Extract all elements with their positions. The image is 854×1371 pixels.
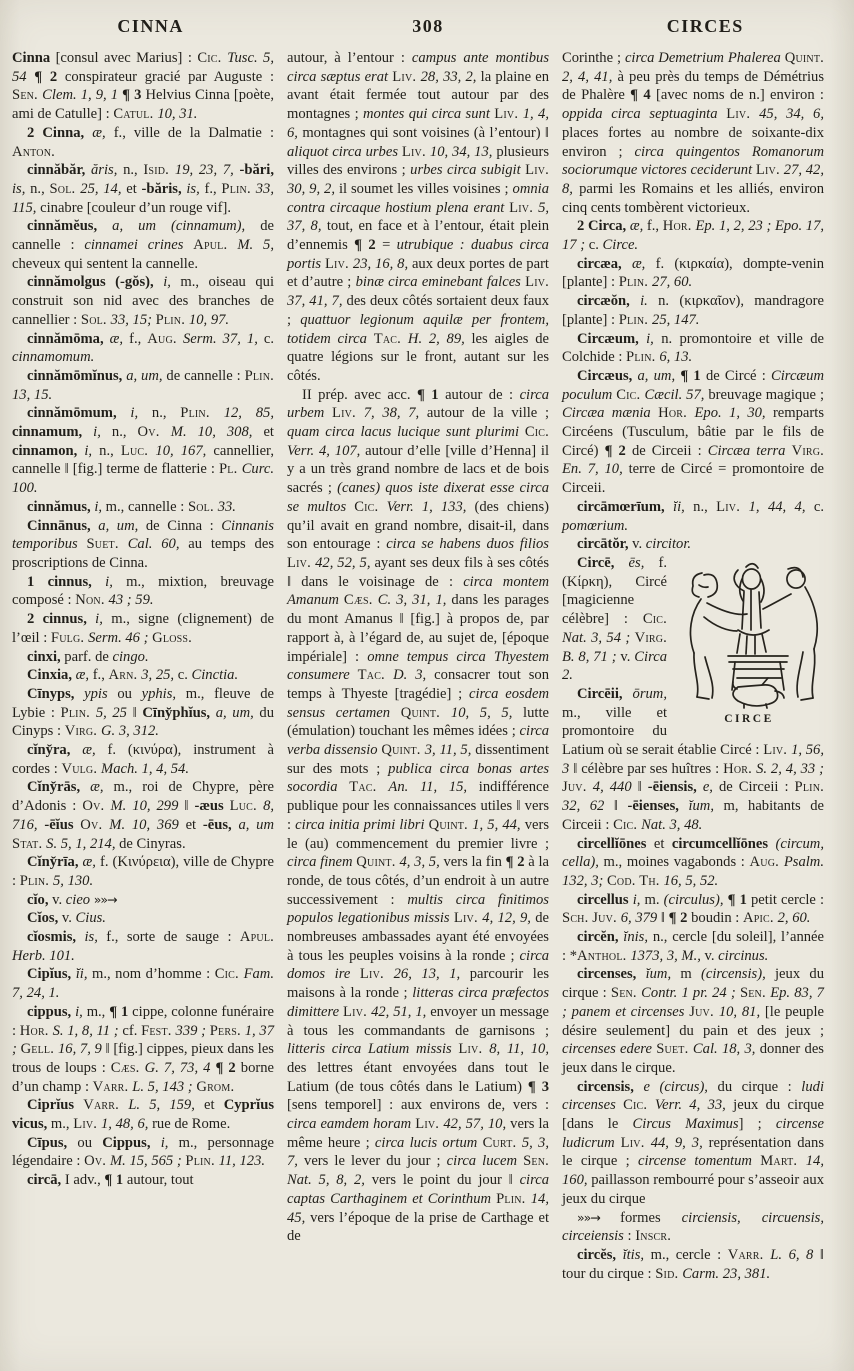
- dictionary-entry: Cĭny̆rīa, æ, f. (Κινύρεια), ville de Chypre : Plin. 5, 130.: [12, 854, 275, 889]
- header-right-keyword: CIRCES: [666, 16, 744, 36]
- dictionary-entry: 2 Cinna, æ, f., ville de la Dalmatie : Anton.: [12, 124, 275, 160]
- dictionary-entry: circĕs, ĭtis, m., cercle : Varr. L. 6, 8 ‖ tour du cirque : Sid. Carm. 23, 381.: [562, 1247, 824, 1282]
- dictionary-entry: cinnămĕus, a, um (cinnamum), de cannelle : cinnamei crines Apul. M. 5, cheveux qui sentent la cannelle.: [12, 218, 274, 272]
- dictionary-entry: Circæus, a, um, ¶ 1 de Circé : Circæum poculum Cic. Cæcil. 57, breuvage magique ; Circæa mænia Hor. Epo. 1, 30, remparts Circéens (Tusculum, bâtie par le fils de Circé) ¶ 2 de Circeii : Circæa terra Virg. En. 7, 10, terre de Circé = promontoire de Circeii.: [562, 367, 824, 497]
- dictionary-entry: circenses, ĭum, m (circensis), jeux du cirque : Sen. Contr. 1 pr. 24 ; Sen. Ep. 83, 7 ; panem et circenses Juv. 10, 81, [le peuple désire seulement] du pain et des jeux ; circenses edere Suet. Cal. 18, 3, donner des jeux dans le cirque.: [562, 966, 824, 1076]
- dictionary-entry: cĭny̆ra, æ, f. (κινύρα), instrument à cordes : Vulg. Mach. 1, 4, 54.: [12, 742, 274, 777]
- dictionary-entry: Corinthe ; circa Demetrium Phalerea Quint. 2, 4, 41, à peu près du temps de Démétrius de Phalère ¶ 4 [avec noms de n.] environ : oppida circa septuaginta Liv. 45, 34, 6, places fortes au nombre de soixante-dix environ ; circa quingentos Romanorum sociorumque victores ceciderunt Liv. 27, 42, 8, parmi les Romains et les alliés, environ cinq cents tombèrent victorieux.: [562, 50, 825, 216]
- figure-caption: CIRCE: [724, 712, 774, 725]
- dictionary-entry: Cipĭus, ĭi, m., nom d’homme : Cic. Fam. 7, 24, 1.: [12, 966, 274, 1002]
- dictionary-entry: circātŏr, v. circitor.: [577, 536, 692, 553]
- circe-illustration: [674, 557, 824, 729]
- dictionary-entry: Cinxia, æ, f., Arn. 3, 25, c. Cinctia.: [27, 667, 239, 684]
- text-column-1: [12, 49, 274, 1283]
- dictionary-entry: Circēii, ōrum, m., ville et promontoire du Latium où se serait établie Circé : Liv. 1, 56, 3 ‖ célèbre par ses huîtres : Hor. S. 2, 4, 33 ; Juv. 4, 440 ‖ -ēiensis, e, de Circeii : Plin. 32, 62 ‖ -ēienses, ĭum, m, habitants de Circeii : Cic. Nat. 3, 48.: [562, 685, 825, 833]
- text-columns: [12, 49, 844, 1283]
- dictionary-entry: circā, I adv., ¶ 1 autour, tout: [27, 1172, 194, 1189]
- dictionary-entry: Ciprĭus Varr. L. 5, 159, et Cyprĭus vicus, m., Liv. 1, 48, 6, rue de Rome.: [12, 1097, 274, 1133]
- dictionary-entry: 1 cinnus, i, m., mixtion, breuvage composé : Non. 43 ; 59.: [12, 573, 274, 609]
- dictionary-entry: autour, à l’entour : campus ante montibus circa sæptus erat Liv. 28, 33, 2, la plaine en avant était fermée tout autour par des montagnes ; montes qui circa sunt Liv. 1, 4, 6, montagnes qui sont voisines (à l’entour) ‖ aliquot circa urbes Liv. 10, 34, 13, plusieurs villes des environs ; urbes circa subigit Liv. 30, 9, 2, il soumet les villes voisines ; omnia contra circaque hostium plena erant Liv. 5, 37, 8, tout, en face et à l’entour, était plein d’ennemis ¶ 2 = utrubique : duabus circa portis Liv. 23, 16, 8, aux deux portes de part et d’autre ; binæ circa eminebant falces Liv. 37, 41, 7, des deux côtés sortaient deux faux ; quattuor legionum aquilæ per frontem, totidem circa Tac. H. 2, 89, les aigles de quatre légions sur le front, autant sur les côtés.: [287, 50, 550, 384]
- dictionary-entry: Cīpus, ou Cippus, i, m., personnage légendaire : Ov. M. 15, 565 ; Plin. 11, 123.: [12, 1134, 274, 1170]
- dictionary-entry: cinnămōmĭnus, a, um, de cannelle : Plin. 13, 15.: [12, 367, 274, 403]
- dictionary-entry: Circæum, i, n. promontoire et ville de Colchide : Plin. 6, 13.: [562, 330, 824, 366]
- dictionary-entry: Cinnānus, a, um, de Cinna : Cinnanis temporibus Suet. Cal. 60, au temps des proscriptions de Cinna.: [12, 517, 274, 571]
- dictionary-entry: cĭosmis, is, f., sorte de sauge : Apul. Herb. 101.: [12, 929, 275, 964]
- page-header: [12, 16, 844, 37]
- dictionary-entry: II prép. avec acc. ¶ 1 autour de : circa urbem Liv. 7, 38, 7, autour de la ville ; quam circa lacus lucique sunt plurimi Cic. Verr. 4, 107, autour d’elle [ville d’Henna] il y a un très grand nombre de lacs et de bois sacrés ; (canes) quos iste dixerat esse circa se multos Cic. Verr. 1, 133, (des chiens) qu’il avait en grand nombre, disait-il, dans son entourage : circa se habens duos filios Liv. 42, 52, 5, ayant ses deux fils à ses côtés ‖ dans le voisinage de : circa montem Amanum Cæs. C. 3, 31, 1, dans les parages du mont Amanus ‖ [fig.] à propos de, par rapport à, à l’égard de, au sujet de, [époque impériale] : omne tempus circa Thyestem consumere Tac. D. 3, consacrer tout son temps à Thyeste [tragédie] ; circa eosdem sensus certamen Quint. 10, 5, 5, lutte (émulation) touchant les mêmes idées ; circa verba dissensio Quint. 3, 11, 5, dissentiment sur des mots ; publica circa bonas artes socordia Tac. An. 11, 15, indifférence publique pour les connaissances utiles ‖ vers : circa initia primi libri Quint. 1, 5, 44, vers le (au) commencement du premier livre ; circa finem Quint. 4, 3, 5, vers la fin ¶ 2 à la ronde, de tous côtés, d’un endroit à un autre successivement : multis circa finitimos populos legationibus missis Liv. 4, 12, 9, de nombreuses ambassades ayant été envoyées à tous les peuples voisins à la ronde ; circa domos ire Liv. 26, 13, 1, parcourir les maisons à la ronde ; litteras circa præfectos dimittere Liv. 42, 51, 1, envoyer un message à tous les commandants de garnisons ; litteris circa Latium missis Liv. 8, 11, 10, des lettres étant envoyées dans tout le Latium (de tous côtés dans le Latium) ¶ 3 [sens temporel] : aux environs de, vers : circa eamdem horam Liv. 42, 57, 10, vers la même heure ; circa lucis ortum Curt. 5, 3, 7, vers le lever du jour ; circa lucem Sen. Nat. 5, 8, 2, vers le point du jour ‖ circa captas Carthaginem et Corinthum Plin. 14, 45, vers l’époque de la prise de Carthage et de: [287, 386, 550, 1245]
- dictionary-entry: 2 cinnus, i, m., signe (clignement) de l’œil : Fulg. Serm. 46 ; Gloss.: [12, 611, 274, 646]
- dictionary-entry: Cĭos, v. Cius.: [27, 910, 106, 927]
- dictionary-entry: cinnăbăr, ăris, n., Isid. 19, 23, 7, -bări, is, n., Sol. 25, 14, et -băris, is, f., Plin. 33, 115, cinabre [couleur d’un rouge vif].: [12, 162, 274, 216]
- dictionary-entry: circellus i, m. (circulus), ¶ 1 petit cercle : Sch. Juv. 6, 379 ‖ ¶ 2 boudin : Apic. 2, 60.: [562, 891, 825, 927]
- dictionary-entry: cinnămolgus (-gŏs), i, m., oiseau qui construit son nid avec des branches de cannellier : Sol. 33, 15; Plin. 10, 97.: [12, 274, 274, 328]
- dictionary-entry: circellĭōnes et circumcellĭōnes (circum, cella), m., moines vagabonds : Aug. Psalm. 132, 3; Cod. Th. 16, 5, 52.: [562, 835, 824, 889]
- dictionary-entry: Circē, ēs, f. (Κίρκη), Circé [magicienne célèbre] : Cic. Nat. 3, 54 ; Virg. B. 8, 71 ; v. Circa 2.: [562, 554, 667, 684]
- dictionary-entry: circæŏn, i. n. (κιρκαῖον), mandragore [plante] : Plin. 25, 147.: [562, 293, 824, 328]
- dictionary-entry: circæa, æ, f. (κιρκαία), dompte-venin [plante] : Plin. 27, 60.: [562, 255, 824, 291]
- dictionary-entry: »»→ formes circiensis, circuensis, circeiensis : Inscr.: [562, 1209, 824, 1245]
- dictionary-entry: cĭo, v. cieo »»→: [27, 891, 117, 908]
- circe-engraving-image: [674, 557, 824, 709]
- page-number: 308: [412, 16, 444, 36]
- dictionary-entry: Cĭny̆rās, æ, m., roi de Chypre, père d’Adonis : Ov. M. 10, 299 ‖ -æus Luc. 8, 716, -ēĭus Ov. M. 10, 369 et -ēus, a, um Stat. S. 5, 1, 214, de Cinyras.: [12, 779, 275, 852]
- header-left-keyword: CINNA: [117, 16, 184, 36]
- dictionary-entry: cinnămus, i, m., cannelle : Sol. 33.: [27, 498, 236, 515]
- dictionary-entry: Cinna [consul avec Marius] : Cic. Tusc. 5, 54 ¶ 2 conspirateur gracié par Auguste : Sen. Clem. 1, 9, 1 ¶ 3 Helvius Cinna [poète, ami de Catulle] : Catul. 10, 31.: [12, 50, 274, 123]
- dictionary-entry: cinxi, parf. de cingo.: [27, 648, 149, 665]
- dictionary-entry: circāmœrīum, ĭi, n., Liv. 1, 44, 4, c. pomœrium.: [562, 498, 824, 534]
- dictionary-entry: 2 Circa, æ, f., Hor. Ep. 1, 2, 23 ; Epo. 17, 17 ; c. Circe.: [562, 218, 825, 254]
- dictionary-entry: circensis, e (circus), du cirque : ludi circenses Cic. Verr. 4, 33, jeux du cirque [dans le Circus Maximus] ; circense ludicrum Liv. 44, 9, 3, représentation dans le cirque ; circense tomentum Mart. 14, 160, paillasson rembourré pour s’asseoir aux jeux du cirque: [562, 1078, 825, 1207]
- dictionary-entry: cinnămōma, æ, f., Aug. Serm. 37, 1, c. cinnamomum.: [12, 330, 275, 366]
- dictionary-entry: circĕn, ĭnis, n., cercle [du soleil], l’année : *Anthol. 1373, 3, M., v. circinus.: [562, 929, 824, 964]
- dictionary-entry: cinnămōmum, i, n., Plin. 12, 85, cinnamum, i, n., Ov. M. 10, 308, et cinnamon, i, n., Luc. 10, 167, cannellier, cannelle ‖ [fig.] terme de flatterie : Pl. Curc. 100.: [12, 405, 274, 497]
- text-column-2: [287, 49, 549, 1283]
- text-column-3: [562, 49, 824, 1283]
- dictionary-entry: Cīnyps, ypis ou yphis, m., fleuve de Lybie : Plin. 5, 25 ‖ Cīny̆phĭus, a, um, du Cinyps : Virg. G. 3, 312.: [12, 685, 274, 740]
- dictionary-entry: cippus, i, m., ¶ 1 cippe, colonne funéraire : Hor. S. 1, 8, 11 ; cf. Fest. 339 ; Pers. 1, 37 ; Gell. 16, 7, 9 ‖ [fig.] cippes, pieux dans les trous de loups : Cæs. G. 7, 73, 4 ¶ 2 borne d’un champ : Varr. L. 5, 143 ; Grom.: [12, 1003, 275, 1095]
